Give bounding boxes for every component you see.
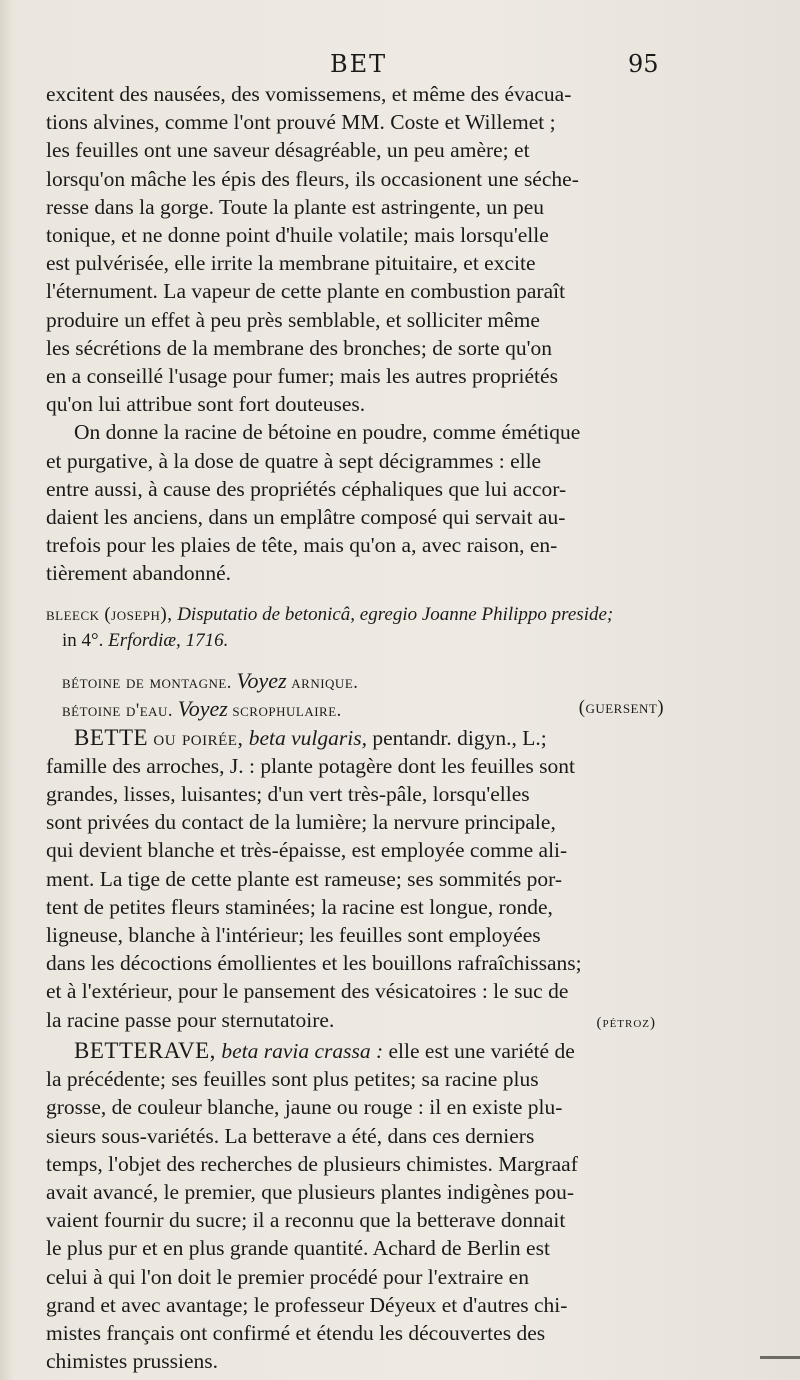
text-line: grosse, de couleur blanche, jaune ou rouge : il en existe plu-: [46, 1095, 563, 1120]
text-line: la racine passe pour sternutatoire.: [46, 1007, 335, 1032]
paragraph-toxicity: [46, 80, 684, 418]
cross-ref-term: bétoine d'eau.: [62, 700, 174, 721]
voyez-label: Voyez: [236, 667, 287, 693]
text-line: On donne la racine de bétoine en poudre, comme émétique: [74, 420, 581, 445]
running-head: BET: [330, 50, 388, 78]
biblio-author: bleeck: [46, 603, 100, 625]
paragraph-root-uses: [46, 418, 684, 587]
text-line: mistes français ont confirmé et étendu les découvertes des: [46, 1320, 546, 1345]
text-line: qu'on lui attribue sont fort douteuses.: [46, 392, 366, 417]
headword-bette: BETTE: [74, 724, 149, 750]
text-line: tonique, et ne donne point d'huile volatile; mais lorsqu'elle: [46, 223, 549, 248]
headword-betterave: BETTERAVE,: [74, 1037, 216, 1063]
entry-bette: [46, 724, 684, 1037]
text-line: resse dans la gorge. Toute la plante est astringente, un peu: [46, 194, 545, 219]
text-line: dans les décoctions émollientes et les bouillons rafraîchissans;: [46, 951, 582, 976]
cross-ref-target: scrophulaire.: [232, 700, 342, 721]
cross-ref-bétoine-eau: [62, 696, 684, 724]
latin-name: beta ravia crassa :: [221, 1038, 384, 1063]
text-line: sont privées du contact de la lumière; la nervure principale,: [46, 810, 556, 835]
text-line: grand et avec avantage; le professeur Déyeux et d'autres chi-: [46, 1292, 568, 1317]
cross-ref-term: bétoine de montagne.: [62, 672, 232, 693]
cross-ref-bétoine-montagne: [62, 668, 684, 696]
bibliography-entry: [46, 602, 684, 654]
text-line: les feuilles ont une saveur désagréable, un peu amère; et: [46, 138, 530, 163]
text-line: et purgative, à la dose de quatre à sept décigrammes : elle: [46, 448, 542, 473]
voyez-label: Voyez: [177, 695, 228, 721]
text-line: pentandr. digyn., L.;: [372, 725, 547, 750]
text-line: l'éternument. La vapeur de cette plante en combustion paraît: [46, 279, 566, 304]
text-line: celui à qui l'on doit le premier procédé pour l'extraire en: [46, 1264, 529, 1289]
text-line: produire un effet à peu près semblable, et solliciter même: [46, 307, 540, 332]
biblio-place: Erfordiæ,: [108, 629, 181, 651]
text-line: qui devient blanche et très-épaisse, est employée comme ali-: [46, 838, 568, 863]
text-line: la précédente; ses feuilles sont plus petites; sa racine plus: [46, 1067, 539, 1092]
headword-alt: ou poirée,: [153, 725, 244, 750]
text-line: temps, l'objet des recherches de plusieurs chimistes. Margraaf: [46, 1151, 578, 1176]
author-signature: (guersent): [578, 697, 664, 718]
cross-references: [46, 668, 684, 724]
text-line: excitent des nausées, des vomissemens, et même des évacua-: [46, 82, 572, 106]
text-line: chimistes prussiens.: [46, 1349, 218, 1374]
page-number: 95: [628, 50, 659, 78]
edge-mark: [760, 1356, 800, 1359]
text-line: famille des arroches, J. : plante potagère dont les feuilles sont: [46, 753, 575, 778]
text-line: tièrement abandonné.: [46, 561, 232, 586]
biblio-year: 1716.: [185, 629, 229, 651]
biblio-format: in 4°.: [62, 629, 104, 651]
text-line: grandes, lisses, luisantes; d'un vert très-pâle, lorsqu'elles: [46, 782, 530, 807]
text-line: avait avancé, le premier, que plusieurs plantes indigènes pou-: [46, 1179, 575, 1204]
page-body: [46, 80, 684, 1375]
text-line: et à l'extérieur, pour le pansement des vésicatoires : le suc de: [46, 979, 569, 1004]
entry-betterave: [46, 1037, 684, 1375]
text-line: en a conseillé l'usage pour fumer; mais les autres propriétés: [46, 364, 558, 389]
text-line: est pulvérisée, elle irrite la membrane pituitaire, et excite: [46, 251, 536, 276]
biblio-title: Disputatio de betonicâ, egregio Joanne Philippo preside;: [177, 603, 614, 625]
text-line: les sécrétions de la membrane des bronches; de sorte qu'on: [46, 335, 552, 360]
text-line: tions alvines, comme l'ont prouvé MM. Coste et Willemet ;: [46, 110, 556, 135]
biblio-first-name: (joseph),: [104, 603, 173, 625]
cross-ref-target: arnique.: [291, 672, 359, 693]
text-line: le plus pur et en plus grande quantité. Achard de Berlin est: [46, 1236, 550, 1261]
text-line: vaient fournir du sucre; il a reconnu que la betterave donnait: [46, 1208, 566, 1233]
text-line: elle est une variété de: [388, 1038, 575, 1063]
text-line: trefois pour les plaies de tête, mais qu'on a, avec raison, en-: [46, 533, 558, 558]
text-line: ment. La tige de cette plante est rameuse; ses sommités por-: [46, 866, 562, 891]
text-line: lorsqu'on mâche les épis des fleurs, ils occasionent une séche-: [46, 166, 579, 191]
text-line: tent de petites fleurs staminées; la racine est longue, ronde,: [46, 894, 553, 919]
text-line: daient les anciens, dans un emplâtre composé qui servait au-: [46, 505, 566, 530]
text-line: sieurs sous-variétés. La betterave a été, dans ces derniers: [46, 1123, 535, 1148]
latin-name: beta vulgaris,: [248, 725, 367, 750]
text-line: entre aussi, à cause des propriétés céphaliques que lui accor-: [46, 476, 567, 501]
author-signature: (pétroz): [596, 1014, 656, 1031]
text-line: ligneuse, blanche à l'intérieur; les feuilles sont employées: [46, 923, 541, 948]
